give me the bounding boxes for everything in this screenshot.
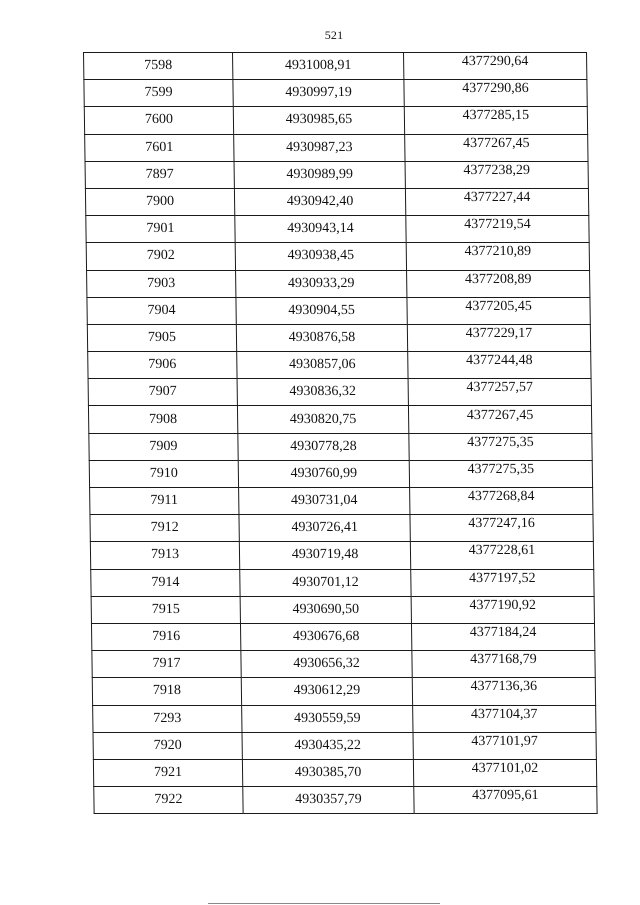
point-id-cell xyxy=(87,324,236,351)
point-id-value: 7914 xyxy=(151,574,180,590)
x-coordinate-value: 4930385,70 xyxy=(294,764,362,780)
y-coordinate-cell xyxy=(409,433,592,460)
x-coordinate-cell xyxy=(234,161,405,188)
table-row xyxy=(88,406,591,433)
y-coordinate-cell xyxy=(407,297,590,324)
x-coordinate-cell xyxy=(238,460,409,487)
table-row xyxy=(91,569,594,596)
y-coordinate-cell xyxy=(406,216,589,243)
point-id-value: 7918 xyxy=(152,683,182,699)
y-coordinate-value: 4377101,02 xyxy=(471,760,539,776)
x-coordinate-cell xyxy=(233,53,404,80)
y-coordinate-value: 4377219,54 xyxy=(464,217,531,233)
table-row xyxy=(90,515,593,542)
point-id-cell xyxy=(93,732,242,759)
point-id-value: 7907 xyxy=(148,384,177,400)
x-coordinate-value: 4930938,45 xyxy=(287,248,355,264)
y-coordinate-value: 4377285,15 xyxy=(462,108,530,124)
y-coordinate-value: 4377184,24 xyxy=(469,625,537,641)
x-coordinate-value: 4930357,79 xyxy=(295,792,362,808)
bottom-edge-rule xyxy=(208,903,440,904)
table-row xyxy=(84,107,587,134)
table-row xyxy=(85,161,588,188)
point-id-cell xyxy=(87,297,236,324)
y-coordinate-value: 4377244,48 xyxy=(465,353,533,369)
table-row xyxy=(92,678,595,705)
point-id-cell xyxy=(86,216,235,243)
point-id-cell xyxy=(84,53,233,80)
table-row xyxy=(85,188,588,215)
point-id-cell xyxy=(93,705,242,732)
x-coordinate-cell xyxy=(234,188,405,215)
table-row xyxy=(91,623,594,650)
x-coordinate-value: 4930933,29 xyxy=(287,275,355,291)
x-coordinate-value: 4930985,65 xyxy=(285,112,353,128)
x-coordinate-cell xyxy=(240,569,411,596)
y-coordinate-value: 4377136,36 xyxy=(470,679,538,695)
x-coordinate-value: 4930820,75 xyxy=(289,411,357,427)
y-coordinate-cell xyxy=(410,515,593,542)
point-id-cell xyxy=(85,134,234,161)
point-id-value: 7599 xyxy=(144,85,173,101)
x-coordinate-value: 4930778,28 xyxy=(290,438,357,454)
table-row xyxy=(92,651,595,678)
y-coordinate-value: 4377257,57 xyxy=(466,380,534,396)
y-coordinate-value: 4377104,37 xyxy=(470,706,538,722)
y-coordinate-value: 4377267,45 xyxy=(462,135,530,151)
y-coordinate-cell xyxy=(408,406,591,433)
x-coordinate-cell xyxy=(236,324,407,351)
point-id-cell xyxy=(89,433,238,460)
table-row xyxy=(85,134,588,161)
y-coordinate-value: 4377247,16 xyxy=(468,516,535,532)
x-coordinate-value: 4930690,50 xyxy=(292,601,360,617)
table-row xyxy=(84,80,587,107)
table-row xyxy=(88,379,591,406)
point-id-value: 7915 xyxy=(151,601,180,617)
x-coordinate-value: 4930559,59 xyxy=(293,710,361,726)
x-coordinate-value: 4930942,40 xyxy=(286,194,354,210)
point-id-cell xyxy=(88,379,237,406)
x-coordinate-cell xyxy=(235,216,406,243)
point-id-value: 7906 xyxy=(148,357,177,373)
table-row xyxy=(89,433,592,460)
y-coordinate-cell xyxy=(408,352,591,379)
y-coordinate-value: 4377268,84 xyxy=(467,489,535,505)
table-row xyxy=(87,270,590,297)
point-id-value: 7901 xyxy=(146,221,175,237)
x-coordinate-cell xyxy=(242,705,413,732)
x-coordinate-cell xyxy=(237,352,408,379)
x-coordinate-cell xyxy=(239,515,410,542)
y-coordinate-value: 4377205,45 xyxy=(465,298,532,314)
y-coordinate-value: 4377227,44 xyxy=(463,190,531,206)
point-id-cell xyxy=(94,787,243,814)
x-coordinate-value: 4930612,29 xyxy=(293,683,361,699)
y-coordinate-value: 4377267,45 xyxy=(466,407,534,423)
y-coordinate-value: 4377275,35 xyxy=(467,461,535,477)
table-row xyxy=(86,216,589,243)
table-row xyxy=(84,53,587,80)
x-coordinate-cell xyxy=(236,297,407,324)
y-coordinate-value: 4377190,92 xyxy=(469,597,537,613)
page-number: 521 xyxy=(324,28,344,42)
x-coordinate-value: 4930876,58 xyxy=(288,329,356,345)
table-row xyxy=(90,488,593,515)
x-coordinate-value: 4930904,55 xyxy=(288,302,355,318)
x-coordinate-value: 4930836,32 xyxy=(289,384,357,400)
y-coordinate-value: 4377228,61 xyxy=(468,543,536,559)
y-coordinate-cell xyxy=(411,596,594,623)
x-coordinate-cell xyxy=(235,243,406,270)
table-row xyxy=(86,243,589,270)
point-id-cell xyxy=(93,759,242,786)
point-id-value: 7902 xyxy=(146,248,175,264)
x-coordinate-cell xyxy=(239,488,410,515)
table-row xyxy=(93,759,596,786)
x-coordinate-cell xyxy=(241,651,412,678)
point-id-value: 7910 xyxy=(149,465,178,481)
x-coordinate-cell xyxy=(241,678,412,705)
y-coordinate-cell xyxy=(411,623,594,650)
y-coordinate-cell xyxy=(405,161,588,188)
y-coordinate-cell xyxy=(405,188,588,215)
x-coordinate-cell xyxy=(237,406,408,433)
y-coordinate-cell xyxy=(412,678,595,705)
x-coordinate-cell xyxy=(240,596,411,623)
point-id-value: 7909 xyxy=(149,438,178,454)
x-coordinate-value: 4930760,99 xyxy=(290,465,358,481)
table-row xyxy=(88,352,591,379)
point-id-cell xyxy=(84,107,233,134)
point-id-value: 7598 xyxy=(144,58,173,74)
x-coordinate-cell xyxy=(239,542,410,569)
table-row xyxy=(93,705,596,732)
point-id-value: 7293 xyxy=(153,710,182,726)
point-id-value: 7904 xyxy=(147,302,176,318)
x-coordinate-cell xyxy=(237,379,408,406)
point-id-cell xyxy=(91,596,240,623)
y-coordinate-cell xyxy=(410,488,593,515)
x-coordinate-value: 4930989,99 xyxy=(286,166,354,182)
point-id-value: 7921 xyxy=(153,764,183,780)
x-coordinate-value: 4930701,12 xyxy=(292,574,359,590)
y-coordinate-cell xyxy=(404,107,587,134)
y-coordinate-cell xyxy=(407,270,590,297)
x-coordinate-cell xyxy=(242,732,413,759)
point-id-cell xyxy=(92,678,241,705)
y-coordinate-value: 4377197,52 xyxy=(468,570,536,586)
x-coordinate-value: 4930726,41 xyxy=(291,520,358,536)
y-coordinate-cell xyxy=(410,542,593,569)
x-coordinate-cell xyxy=(238,433,409,460)
point-id-value: 7600 xyxy=(144,112,174,128)
x-coordinate-cell xyxy=(233,107,404,134)
point-id-value: 7903 xyxy=(147,275,176,291)
table-row xyxy=(87,324,590,351)
y-coordinate-cell xyxy=(406,243,589,270)
coordinates-table xyxy=(83,52,598,814)
coordinates-table-wrapper xyxy=(83,52,598,814)
table-row xyxy=(87,297,590,324)
y-coordinate-value: 4377290,86 xyxy=(462,81,529,97)
x-coordinate-value: 4930435,22 xyxy=(294,737,362,753)
y-coordinate-value: 4377238,29 xyxy=(463,162,531,178)
point-id-value: 7913 xyxy=(150,547,180,563)
y-coordinate-value: 4377101,97 xyxy=(471,733,538,749)
y-coordinate-cell xyxy=(414,787,597,814)
y-coordinate-cell xyxy=(413,705,596,732)
point-id-value: 7917 xyxy=(152,656,181,672)
point-id-cell xyxy=(85,188,234,215)
point-id-cell xyxy=(90,515,239,542)
point-id-value: 7905 xyxy=(147,329,177,345)
x-coordinate-value: 4930719,48 xyxy=(291,547,359,563)
y-coordinate-value: 4377229,17 xyxy=(465,325,533,341)
point-id-value: 7908 xyxy=(149,411,178,427)
point-id-cell xyxy=(89,460,238,487)
y-coordinate-cell xyxy=(413,759,596,786)
x-coordinate-value: 4930656,32 xyxy=(293,656,360,672)
x-coordinate-value: 4930997,19 xyxy=(285,85,352,101)
y-coordinate-cell xyxy=(411,569,594,596)
y-coordinate-cell xyxy=(413,732,596,759)
y-coordinate-value: 4377275,35 xyxy=(467,434,534,450)
point-id-value: 7911 xyxy=(150,493,179,509)
x-coordinate-cell xyxy=(236,270,407,297)
point-id-value: 7912 xyxy=(150,520,179,536)
x-coordinate-cell xyxy=(233,80,404,107)
y-coordinate-value: 4377168,79 xyxy=(470,652,537,668)
point-id-value: 7897 xyxy=(145,166,174,182)
y-coordinate-value: 4377208,89 xyxy=(464,271,532,287)
x-coordinate-cell xyxy=(234,134,405,161)
point-id-cell xyxy=(84,80,233,107)
table-row xyxy=(91,596,594,623)
table-row xyxy=(90,542,593,569)
point-id-value: 7920 xyxy=(153,737,182,753)
table-row xyxy=(94,787,597,814)
point-id-cell xyxy=(85,161,234,188)
point-id-value: 7916 xyxy=(152,629,181,645)
point-id-cell xyxy=(90,488,239,515)
y-coordinate-value: 4377290,64 xyxy=(461,54,529,70)
y-coordinate-cell xyxy=(405,134,588,161)
point-id-value: 7900 xyxy=(145,194,175,210)
y-coordinate-cell xyxy=(408,379,591,406)
y-coordinate-cell xyxy=(404,80,587,107)
x-coordinate-cell xyxy=(243,787,414,814)
y-coordinate-cell xyxy=(404,53,587,80)
point-id-value: 7601 xyxy=(145,139,174,155)
x-coordinate-value: 4931008,91 xyxy=(284,58,352,74)
x-coordinate-value: 4930857,06 xyxy=(289,357,356,373)
x-coordinate-value: 4930987,23 xyxy=(285,139,353,155)
x-coordinate-cell xyxy=(242,759,413,786)
point-id-cell xyxy=(91,623,240,650)
table-row xyxy=(93,732,596,759)
y-coordinate-cell xyxy=(412,651,595,678)
point-id-cell xyxy=(88,406,237,433)
point-id-cell xyxy=(88,352,237,379)
x-coordinate-cell xyxy=(240,623,411,650)
table-row xyxy=(89,460,592,487)
y-coordinate-value: 4377210,89 xyxy=(464,244,532,260)
point-id-cell xyxy=(90,542,239,569)
x-coordinate-value: 4930943,14 xyxy=(287,221,354,237)
point-id-value: 7922 xyxy=(154,792,183,808)
point-id-cell xyxy=(86,243,235,270)
point-id-cell xyxy=(92,651,241,678)
coordinates-table-body xyxy=(84,53,598,814)
point-id-cell xyxy=(91,569,240,596)
x-coordinate-value: 4930676,68 xyxy=(292,629,360,645)
y-coordinate-cell xyxy=(409,460,592,487)
x-coordinate-value: 4930731,04 xyxy=(290,493,358,509)
y-coordinate-value: 4377095,61 xyxy=(472,788,539,804)
y-coordinate-cell xyxy=(407,324,590,351)
point-id-cell xyxy=(87,270,236,297)
